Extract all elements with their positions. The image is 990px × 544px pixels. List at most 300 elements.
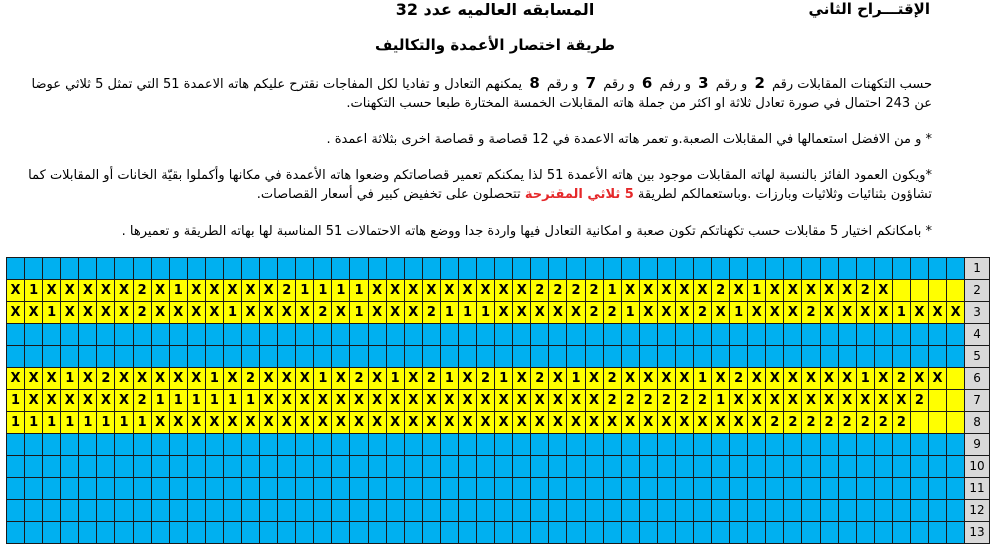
grid-cell: X <box>820 368 838 390</box>
grid-cell <box>97 522 115 544</box>
grid-cell: X <box>61 280 79 302</box>
grid-cell <box>97 324 115 346</box>
grid-cell <box>187 434 205 456</box>
grid-cell <box>784 478 802 500</box>
grid-cell: X <box>513 390 531 412</box>
grid-cell: X <box>79 280 97 302</box>
grid-cell <box>748 522 766 544</box>
grid-cell: X <box>513 412 531 434</box>
grid-cell: 2 <box>278 280 296 302</box>
grid-cell <box>657 258 675 280</box>
grid-cell <box>61 434 79 456</box>
grid-cell <box>350 434 368 456</box>
grid-cell <box>242 434 260 456</box>
grid-cell: X <box>585 368 603 390</box>
grid-cell <box>513 434 531 456</box>
grid-cell <box>332 456 350 478</box>
grid-cell <box>748 478 766 500</box>
grid-cell: X <box>97 302 115 324</box>
grid-cell <box>947 280 965 302</box>
grid-cell <box>802 500 820 522</box>
row-number: 2 <box>965 280 990 302</box>
grid-cell <box>223 324 241 346</box>
grid-cell: X <box>495 412 513 434</box>
grid-cell <box>205 500 223 522</box>
grid-cell <box>133 258 151 280</box>
grid-cell: X <box>187 280 205 302</box>
grid-cell <box>766 258 784 280</box>
grid-cell <box>223 456 241 478</box>
grid-cell <box>947 456 965 478</box>
grid-cell <box>585 478 603 500</box>
grid-cell: X <box>386 390 404 412</box>
grid-cell: 2 <box>422 302 440 324</box>
grid-cell <box>458 346 476 368</box>
grid-cell <box>820 258 838 280</box>
grid-cell <box>748 500 766 522</box>
grid-cell: X <box>115 390 133 412</box>
grid-cell <box>43 500 61 522</box>
grid-cell <box>115 324 133 346</box>
grid-cell <box>730 324 748 346</box>
grid-cell <box>115 346 133 368</box>
grid-cell: 1 <box>712 390 730 412</box>
grid-cell <box>223 478 241 500</box>
grid-cell <box>693 324 711 346</box>
grid-cell: 1 <box>748 280 766 302</box>
grid-row <box>7 280 990 302</box>
grid-cell <box>874 346 892 368</box>
grid-cell <box>368 258 386 280</box>
grid-cell <box>513 258 531 280</box>
grid-cell <box>657 500 675 522</box>
grid-cell <box>205 434 223 456</box>
grid-cell: 2 <box>730 368 748 390</box>
grid-cell <box>910 434 928 456</box>
grid-cell <box>621 478 639 500</box>
row-number: 3 <box>965 302 990 324</box>
grid-cell <box>838 324 856 346</box>
grid-cell <box>820 324 838 346</box>
grid-cell: 2 <box>693 390 711 412</box>
grid-cell <box>856 478 874 500</box>
grid-cell: X <box>838 302 856 324</box>
grid-cell: X <box>657 302 675 324</box>
grid-cell <box>386 324 404 346</box>
paragraph-1 <box>14 74 932 113</box>
grid-cell <box>639 500 657 522</box>
grid-cell <box>169 258 187 280</box>
grid-cell <box>133 478 151 500</box>
grid-cell: X <box>187 302 205 324</box>
grid-cell: X <box>332 412 350 434</box>
grid-cell: 2 <box>802 412 820 434</box>
grid-cell <box>314 258 332 280</box>
grid-cell: 1 <box>242 390 260 412</box>
grid-cell: 1 <box>61 412 79 434</box>
grid-cell <box>784 456 802 478</box>
grid-cell: X <box>278 368 296 390</box>
grid-cell <box>947 346 965 368</box>
grid-cell <box>260 324 278 346</box>
grid-cell: X <box>928 302 946 324</box>
grid-cell <box>169 500 187 522</box>
grid-cell <box>947 324 965 346</box>
row-number: 4 <box>965 324 990 346</box>
grid-cell: X <box>296 390 314 412</box>
grid-cell <box>151 478 169 500</box>
grid-cell: 2 <box>766 412 784 434</box>
grid-cell <box>531 478 549 500</box>
grid-cell <box>928 346 946 368</box>
grid-cell <box>242 456 260 478</box>
grid-cell: X <box>712 412 730 434</box>
row-number: 5 <box>965 346 990 368</box>
grid-cell <box>205 522 223 544</box>
grid-cell <box>603 456 621 478</box>
grid-cell <box>25 522 43 544</box>
grid-cell: 2 <box>802 302 820 324</box>
grid-cell: X <box>730 280 748 302</box>
grid-cell <box>657 434 675 456</box>
grid-cell <box>242 324 260 346</box>
grid-cell: X <box>495 390 513 412</box>
grid-cell <box>928 434 946 456</box>
grid-cell: 1 <box>7 412 25 434</box>
grid-cell: X <box>368 280 386 302</box>
grid-cell: X <box>748 368 766 390</box>
grid-cell <box>892 478 910 500</box>
grid-cell <box>115 456 133 478</box>
grid-cell: X <box>766 368 784 390</box>
grid-cell <box>910 456 928 478</box>
grid-cell: 2 <box>242 368 260 390</box>
grid-cell <box>766 478 784 500</box>
grid-cell: X <box>838 368 856 390</box>
grid-cell <box>495 258 513 280</box>
grid-cell <box>115 478 133 500</box>
grid-cell <box>910 258 928 280</box>
grid-cell: 1 <box>169 390 187 412</box>
grid-cell: 2 <box>531 368 549 390</box>
grid-cell: X <box>675 302 693 324</box>
grid-cell: 2 <box>603 302 621 324</box>
grid-cell <box>639 324 657 346</box>
grid-cell <box>79 478 97 500</box>
p1-text-1: حسب التكهنات المقابلات رقم <box>772 77 932 92</box>
grid-cell: 2 <box>133 280 151 302</box>
grid-cell: X <box>368 302 386 324</box>
grid-cell <box>693 434 711 456</box>
grid-cell <box>187 478 205 500</box>
row-number: 10 <box>965 456 990 478</box>
grid-cell: X <box>458 280 476 302</box>
grid-cell <box>549 500 567 522</box>
grid-cell <box>386 500 404 522</box>
grid-cell: X <box>784 390 802 412</box>
grid-cell <box>43 478 61 500</box>
grid-cell: X <box>784 280 802 302</box>
grid-cell <box>458 434 476 456</box>
grid-cell <box>61 324 79 346</box>
grid-cell: X <box>260 368 278 390</box>
grid-cell <box>404 478 422 500</box>
grid-cell: X <box>368 390 386 412</box>
grid-cell: X <box>115 368 133 390</box>
grid-cell: X <box>531 390 549 412</box>
grid-cell <box>332 258 350 280</box>
grid-cell: 1 <box>458 302 476 324</box>
p3-text-1: *ويكون العمود الفائز بالنسبة لهاته المقابلات موجود بين هاته الأعمدة 51 لذا يمكنكم تعمير قصاصاتكم وضعوا هاته الأعمدة في مكانها وأكملوا بقيّة الخانات أو المقابلات كما تشاؤون بثنائيات وثلاثيات وبارزات .وباستعمالكم لطريقة <box>28 168 932 202</box>
p3-text-2: تتحصلون على تخفيض كبير في أسعار القصاصات. <box>256 187 521 202</box>
grid-cell: X <box>440 280 458 302</box>
grid-cell <box>314 522 332 544</box>
grid-cell: 1 <box>495 368 513 390</box>
grid-cell: 2 <box>477 368 495 390</box>
grid-cell: 2 <box>350 368 368 390</box>
grid-cell: X <box>7 368 25 390</box>
grid-cell: 1 <box>314 280 332 302</box>
grid-cell <box>712 346 730 368</box>
grid-cell <box>549 522 567 544</box>
grid-cell <box>242 500 260 522</box>
grid-cell <box>910 346 928 368</box>
grid-cell <box>440 522 458 544</box>
grid-cell <box>169 346 187 368</box>
grid-cell <box>242 258 260 280</box>
grid-cell <box>223 258 241 280</box>
grid-row <box>7 456 990 478</box>
grid-cell <box>874 456 892 478</box>
grid-cell <box>802 324 820 346</box>
grid-cell: X <box>404 302 422 324</box>
grid-cell <box>531 434 549 456</box>
grid-cell <box>549 258 567 280</box>
grid-cell <box>874 500 892 522</box>
grid-cell <box>422 522 440 544</box>
grid-cell: 1 <box>350 302 368 324</box>
grid-cell <box>856 324 874 346</box>
grid-row <box>7 434 990 456</box>
grid-cell <box>531 522 549 544</box>
grid-cell <box>477 456 495 478</box>
grid-cell: X <box>549 412 567 434</box>
grid-cell <box>621 324 639 346</box>
grid-cell <box>567 324 585 346</box>
grid-cell <box>205 258 223 280</box>
grid-cell: X <box>25 302 43 324</box>
grid-cell: X <box>802 368 820 390</box>
grid-cell <box>61 522 79 544</box>
grid-cell <box>404 324 422 346</box>
grid-cell: 1 <box>567 368 585 390</box>
grid-cell <box>260 456 278 478</box>
grid-cell <box>820 500 838 522</box>
grid-cell <box>350 346 368 368</box>
grid-cell: X <box>169 412 187 434</box>
grid-cell: X <box>458 390 476 412</box>
grid-cell <box>458 500 476 522</box>
grid-cell: X <box>657 412 675 434</box>
grid-cell: X <box>874 280 892 302</box>
grid-cell: X <box>639 280 657 302</box>
grid-cell <box>422 500 440 522</box>
grid-cell: 2 <box>314 302 332 324</box>
grid-cell: 1 <box>603 280 621 302</box>
grid-cell <box>820 522 838 544</box>
grid-cell <box>296 324 314 346</box>
grid-row <box>7 522 990 544</box>
grid-cell: X <box>97 390 115 412</box>
grid-cell <box>242 522 260 544</box>
grid-cell <box>458 456 476 478</box>
grid-cell <box>495 522 513 544</box>
grid-cell <box>549 346 567 368</box>
grid-cell <box>79 500 97 522</box>
grid-cell: X <box>730 412 748 434</box>
grid-cell: 2 <box>856 412 874 434</box>
grid-cell <box>440 478 458 500</box>
grid-cell <box>910 412 928 434</box>
grid-cell: X <box>639 368 657 390</box>
grid-cell <box>928 390 946 412</box>
grid-cell: X <box>368 412 386 434</box>
grid-cell: X <box>838 390 856 412</box>
grid-cell <box>278 500 296 522</box>
grid-cell <box>97 346 115 368</box>
grid-cell: 1 <box>25 280 43 302</box>
grid-cell <box>730 500 748 522</box>
grid-cell <box>621 522 639 544</box>
grid-cell <box>205 324 223 346</box>
grid-cell <box>513 324 531 346</box>
grid-cell <box>386 258 404 280</box>
grid-cell: 2 <box>585 280 603 302</box>
grid-cell <box>296 522 314 544</box>
grid-cell <box>169 324 187 346</box>
p1-num-1: 2 <box>754 74 765 92</box>
grid-cell <box>332 500 350 522</box>
grid-cell <box>440 324 458 346</box>
grid-cell <box>712 324 730 346</box>
grid-cell <box>657 324 675 346</box>
grid-row <box>7 368 990 390</box>
grid-cell <box>314 346 332 368</box>
grid-cell: X <box>386 280 404 302</box>
grid-cell <box>43 324 61 346</box>
grid-cell: X <box>223 280 241 302</box>
grid-cell <box>350 324 368 346</box>
grid-cell <box>928 280 946 302</box>
grid-cell <box>675 258 693 280</box>
grid-cell: X <box>693 412 711 434</box>
grid-cell: 1 <box>97 412 115 434</box>
grid-cell <box>567 522 585 544</box>
grid-cell <box>531 456 549 478</box>
grid-cell <box>332 434 350 456</box>
grid-cell: X <box>657 280 675 302</box>
grid-cell: X <box>639 302 657 324</box>
grid-cell <box>657 456 675 478</box>
grid-cell: 1 <box>187 390 205 412</box>
grid-cell <box>549 456 567 478</box>
grid-cell: X <box>79 368 97 390</box>
grid-cell <box>730 258 748 280</box>
grid-cell: X <box>278 412 296 434</box>
grid-cell <box>567 478 585 500</box>
grid-row <box>7 412 990 434</box>
grid-cell <box>7 522 25 544</box>
grid-cell <box>947 368 965 390</box>
grid-cell: X <box>675 368 693 390</box>
grid-cell <box>513 346 531 368</box>
grid-cell <box>314 434 332 456</box>
p1-num-2: 3 <box>698 74 709 92</box>
grid-cell <box>386 434 404 456</box>
grid-cell <box>567 500 585 522</box>
grid-cell <box>838 522 856 544</box>
grid-cell <box>260 500 278 522</box>
p1-text-2: و رقم <box>715 77 748 92</box>
grid-cell <box>892 434 910 456</box>
grid-cell: X <box>513 280 531 302</box>
grid-cell <box>151 434 169 456</box>
grid-cell <box>639 434 657 456</box>
grid-cell <box>603 346 621 368</box>
grid-cell <box>766 346 784 368</box>
grid-cell: X <box>820 280 838 302</box>
grid-cell <box>205 456 223 478</box>
page-subtitle: طريقة اختصار الأعمدة والتكاليف <box>374 36 616 54</box>
grid-cell <box>368 500 386 522</box>
grid-cell <box>477 522 495 544</box>
grid-cell <box>97 500 115 522</box>
grid-cell <box>675 522 693 544</box>
grid-cell <box>567 434 585 456</box>
grid-cell <box>296 456 314 478</box>
grid-cell <box>477 434 495 456</box>
grid-cell: X <box>477 280 495 302</box>
grid-cell <box>422 346 440 368</box>
grid-cell <box>802 434 820 456</box>
grid-cell <box>928 258 946 280</box>
grid-cell <box>242 346 260 368</box>
grid-cell: X <box>368 368 386 390</box>
grid-cell <box>820 456 838 478</box>
grid-cell <box>585 522 603 544</box>
grid-cell <box>440 500 458 522</box>
grid-cell <box>892 280 910 302</box>
grid-cell: X <box>115 280 133 302</box>
row-number: 8 <box>965 412 990 434</box>
grid-cell <box>79 434 97 456</box>
grid-cell <box>477 478 495 500</box>
grid-cell: X <box>802 390 820 412</box>
grid-cell <box>621 258 639 280</box>
grid-cell: X <box>25 368 43 390</box>
grid-cell <box>25 324 43 346</box>
grid-cell: X <box>549 390 567 412</box>
grid-cell <box>585 346 603 368</box>
grid-cell <box>603 500 621 522</box>
grid-cell: X <box>43 368 61 390</box>
grid-cell <box>278 456 296 478</box>
grid-cell <box>495 500 513 522</box>
p1-text-6: يمكنهم التعادل و تفاديا لكل المفاجات نقترح عليكم هاته الاعمدة 51 التي تمثل 5 ثلاثي عوضا عن 243 احتمال في صورة تعادل ثلاثة او اكثر من جملة هاته المقابلات الخمسة المختارة طبعا حسب التكهنات. <box>31 77 932 111</box>
grid-cell: X <box>766 390 784 412</box>
grid-cell <box>350 478 368 500</box>
grid-cell <box>223 500 241 522</box>
